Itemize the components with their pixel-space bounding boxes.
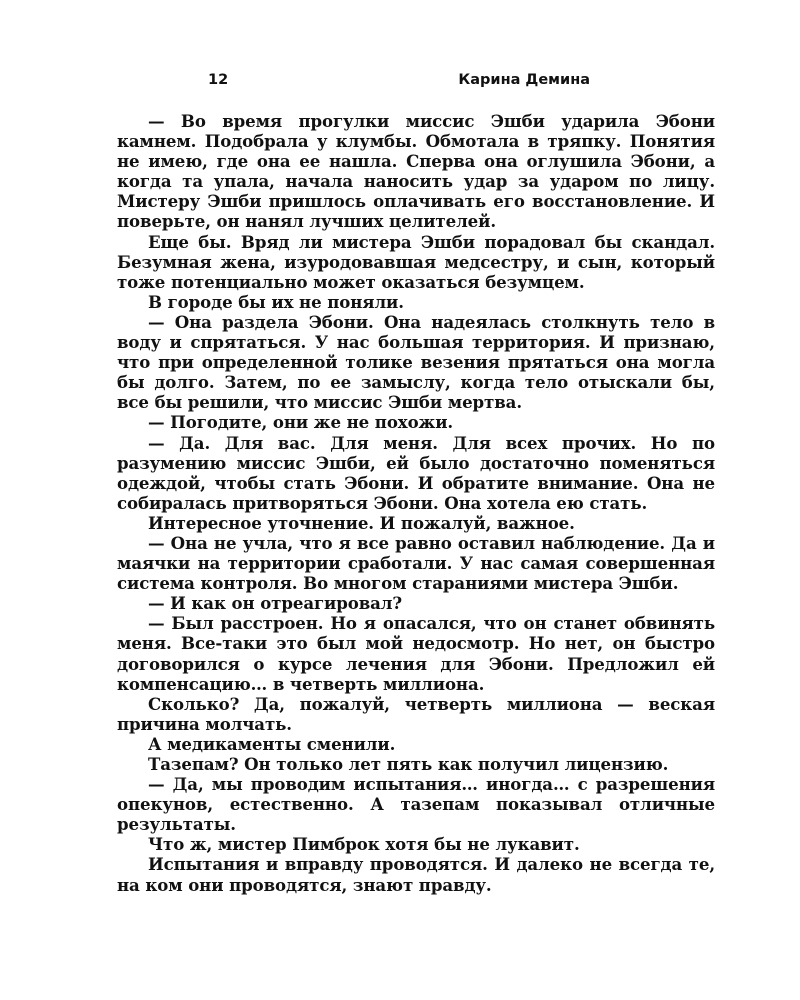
paragraph: Тазепам? Он только лет пять как получил лицензию. <box>148 754 669 774</box>
paragraph: — И как он отреагировал? <box>148 593 403 614</box>
paragraph: — Погодите, они же не похожи. <box>148 412 454 433</box>
paragraph: — Был расстроен. Но я опасался, что он станет обвинять меня. Все-таки это был мой недосмотр. Но нет, он быстро договорился о курсе лечения для Эбони. Предложил ей компенсацию… в четверть миллиона. <box>117 613 715 694</box>
running-header <box>208 72 590 94</box>
running-head-author: Карина Демина <box>458 72 590 88</box>
paragraph: Что ж, мистер Пимброк хотя бы не лукавит. <box>148 834 580 855</box>
paragraph: — Да. Для вас. Для меня. Для всех прочих. Но по разумению миссис Эшби, ей было достаточно поменяться одеждой, чтобы стать Эбони. И обратите внимание. Она не собиралась притворяться Эбони. Она хотела ею стать. <box>117 432 715 513</box>
paragraph: — Она не учла, что я все равно оставил наблюдение. Да и маячки на территории сработали. У нас самая совершенная система контроля. Во многом стараниями мистера Эшби. <box>117 532 715 594</box>
paragraph: — Она раздела Эбони. Она надеялась столкнуть тело в воду и спрятаться. У нас большая территория. И признаю, что при определенной толике везения прятаться она могла бы долго. Затем, по ее замыслу, когда тело отыскали бы, все бы решили, что миссис Эшби мертва. <box>117 311 715 413</box>
page-number: 12 <box>208 72 229 88</box>
paragraph: Интересное уточнение. И пожалуй, важное. <box>148 512 575 533</box>
body-text <box>117 111 715 895</box>
paragraph: В городе бы их не поняли. <box>148 291 404 312</box>
paragraph: Еще бы. Вряд ли мистера Эшби порадовал бы скандал. Безумная жена, изуродовавшая медсестру, и сын, который тоже потенциально может оказаться безумцем. <box>117 231 715 292</box>
paragraph: — Во время прогулки миссис Эшби ударила Эбони камнем. Подобрала у клумбы. Обмотала в тряпку. Понятия не имею, где она ее нашла. Сперва она оглушила Эбони, а когда та упала, начала наносить удар за ударом по лицу. Мистеру Эшби пришлось оплачивать его восстановление. И поверьте, он нанял лучших целителей. <box>117 111 715 232</box>
paragraph: А медикаменты сменили. <box>148 733 396 754</box>
paragraph: — Да, мы проводим испытания… иногда… с разрешения опекунов, естественно. А тазепам показывал отличные результаты. <box>117 774 715 835</box>
paragraph: Испытания и вправду проводятся. И далеко не всегда те, на ком они проводятся, знают правду. <box>117 854 715 895</box>
paragraph: Сколько? Да, пожалуй, четверть миллиона — веская причина молчать. <box>117 693 715 734</box>
